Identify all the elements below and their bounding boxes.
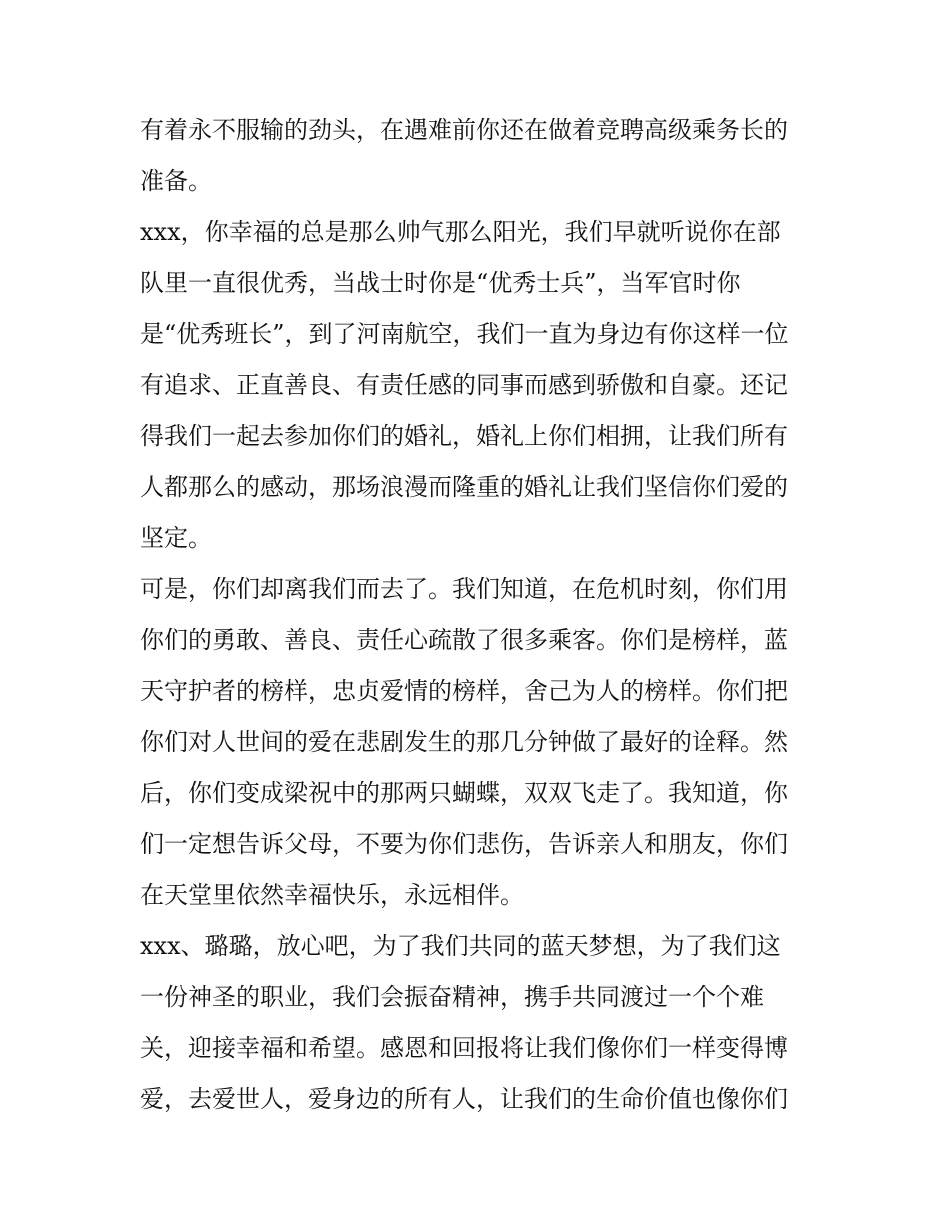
text-line: xxx、璐璐，放心吧，为了我们共同的蓝天梦想，为了我们这 [140,932,781,960]
text-line: 有追求、正直善良、有责任感的同事而感到骄傲和自豪。还记 [140,371,788,399]
text-line: xxx，你幸福的总是那么帅气那么阳光，我们早就听说你在部 [140,218,781,246]
text-line: 关，迎接幸福和希望。感恩和回报将让我们像你们一样变得博 [140,1034,788,1062]
text-line: 爱，去爱世人，爱身边的所有人，让我们的生命价值也像你们 [140,1085,788,1113]
text-line: 有着永不服输的劲头，在遇难前你还在做着竞聘高级乘务长的 [140,116,788,144]
text-line: 天守护者的榜样，忠贞爱情的榜样，舍己为人的榜样。你们把 [140,677,788,705]
text-line: 在天堂里依然幸福快乐，永远相伴。 [140,881,524,909]
text-line: 坚定。 [140,524,212,552]
text-line: 准备。 [140,167,212,195]
text-line: 人都那么的感动，那场浪漫而隆重的婚礼让我们坚信你们爱的 [140,473,788,501]
document-body [140,105,820,1125]
text-line: 可是，你们却离我们而去了。我们知道，在危机时刻，你们用 [140,575,788,603]
text-line: 你们的勇敢、善良、责任心疏散了很多乘客。你们是榜样，蓝 [140,626,788,654]
text-line: 后，你们变成梁祝中的那两只蝴蝶，双双飞走了。我知道，你 [140,779,788,807]
text-line: 是“优秀班长”，到了河南航空，我们一直为身边有你这样一位 [140,320,789,348]
text-line: 们一定想告诉父母，不要为你们悲伤，告诉亲人和朋友，你们 [140,830,788,858]
text-line: 一份神圣的职业，我们会振奋精神，携手共同渡过一个个难 [140,983,764,1011]
text-line: 队里一直很优秀，当战士时你是“优秀士兵”，当军官时你 [140,269,741,297]
text-line: 得我们一起去参加你们的婚礼，婚礼上你们相拥，让我们所有 [140,422,788,450]
text-line: 你们对人世间的爱在悲剧发生的那几分钟做了最好的诠释。然 [140,728,788,756]
